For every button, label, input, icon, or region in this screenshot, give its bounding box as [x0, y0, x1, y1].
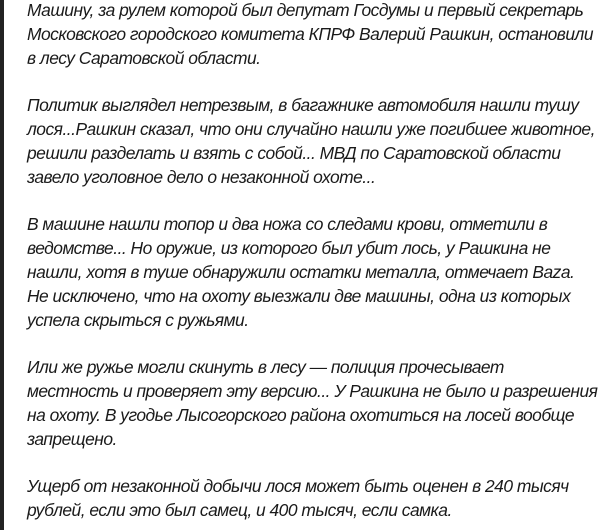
text-line: ведомстве... Но оружие, из которого был убит лось, у Рашкина не — [27, 238, 551, 258]
quote-paragraph-2 — [27, 93, 608, 189]
text-line: в лесу Саратовской области. — [27, 48, 261, 68]
text-line: нашли, хотя в туше обнаружили остатки металла, отмечает Baza. — [27, 262, 575, 282]
text-line: на охоту. В угодье Лысогорского района охотиться на лосей вообще — [27, 405, 575, 425]
text-line: Московского городского комитета КПРФ Валерий Рашкин, остановили — [27, 24, 594, 44]
quote-paragraph-1 — [27, 0, 608, 70]
text-line: успела скрыться с ружьями. — [27, 310, 249, 330]
text-line: Или же ружье могли скинуть в лесу — полиция прочесывает — [27, 357, 504, 377]
text-line: Политик выглядел нетрезвым, в багажнике автомобиля нашли тушу — [27, 95, 579, 115]
quote-paragraph-3 — [27, 212, 608, 332]
text-line: Не исключено, что на охоту выезжали две машины, одна из которых — [27, 286, 571, 306]
text-line: решили разделать и взять с собой... МВД по Саратовской области — [27, 143, 561, 163]
text-line: лося...Рашкин сказал, что они случайно нашли уже погибшее животное, — [27, 119, 595, 139]
text-line: В машине нашли топор и два ножа со следами крови, отметили в — [27, 214, 548, 234]
text-line: рублей, если это был самец, и 400 тысяч, если самка. — [27, 500, 452, 520]
text-line: запрещено. — [27, 429, 117, 449]
text-line: завело уголовное дело о незаконной охоте... — [27, 167, 376, 187]
quote-paragraph-4 — [27, 355, 608, 451]
text-line: Ущерб от незаконной добычи лося может быть оценен в 240 тысяч — [27, 476, 569, 496]
text-line: местность и проверяет эту версию... У Рашкина не было и разрешения — [27, 381, 598, 401]
quote-paragraph-5 — [27, 474, 608, 522]
text-line: Машину, за рулем которой был депутат Госдумы и первый секретарь — [27, 0, 584, 20]
